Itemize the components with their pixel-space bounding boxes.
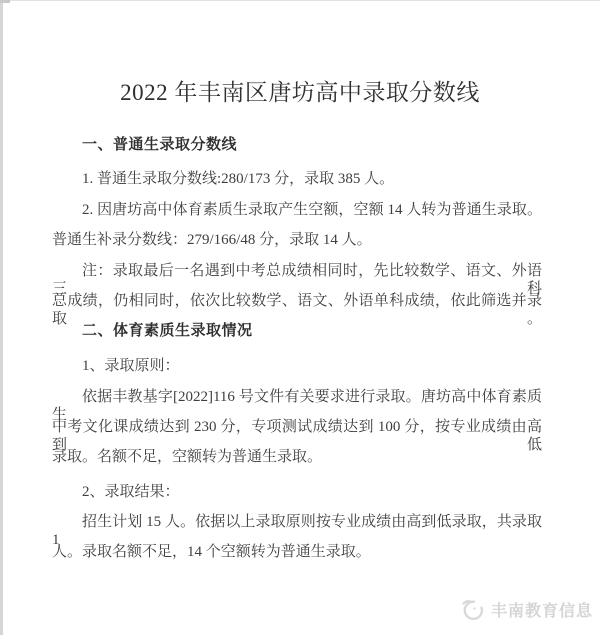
section-2-heading: 二、体育素质生录取情况 bbox=[82, 322, 253, 339]
watermark-label: 丰南教育信息 bbox=[491, 602, 594, 620]
supplementary-score-line: 普通生补录分数线：279/166/48 分，录取 14 人。 bbox=[52, 232, 372, 248]
swirl-bird-logo-icon bbox=[460, 596, 486, 622]
section-1-heading: 一、普通生录取分数线 bbox=[82, 136, 238, 153]
note-line-2: 总成绩，仍相同时，依次比较数学、语文、外语单科成绩，依此筛选并录取。 bbox=[52, 293, 542, 327]
page-top-edge bbox=[0, 0, 600, 1]
vacancy-transfer-line: 2. 因唐坊高中体育素质生录取产生空额，空额 14 人转为普通生录取。 bbox=[82, 202, 542, 218]
admission-result-label: 2、录取结果： bbox=[82, 484, 180, 500]
principle-line-3: 录取。名额不足，空额转为普通生录取。 bbox=[52, 449, 323, 465]
result-line-2: 人。录取名额不足，14 个空额转为普通生录取。 bbox=[52, 544, 371, 560]
ordinary-score-line: 1. 普通生录取分数线:280/173 分，录取 385 人。 bbox=[82, 171, 395, 187]
admission-principle-label: 1、录取原则： bbox=[82, 358, 180, 374]
note-line-1: 注：录取最后一名遇到中考总成绩相同时，先比较数学、语文、外语三科 bbox=[52, 263, 542, 297]
page-title: 2022 年丰南区唐坊高中录取分数线 bbox=[120, 80, 480, 105]
principle-line-1: 依据丰教基字[2022]116 号文件有关要求进行录取。唐坊高中体育素质生 bbox=[52, 389, 542, 423]
page-corner-mark bbox=[0, 0, 10, 3]
principle-line-2: 中考文化课成绩达到 230 分，专项测试成绩达到 100 分，按专业成绩由高到低 bbox=[52, 419, 542, 453]
result-line-1: 招生计划 15 人。依据以上录取原则按专业成绩由高到低录取，共录取 1 bbox=[52, 514, 542, 548]
watermark bbox=[460, 596, 593, 622]
